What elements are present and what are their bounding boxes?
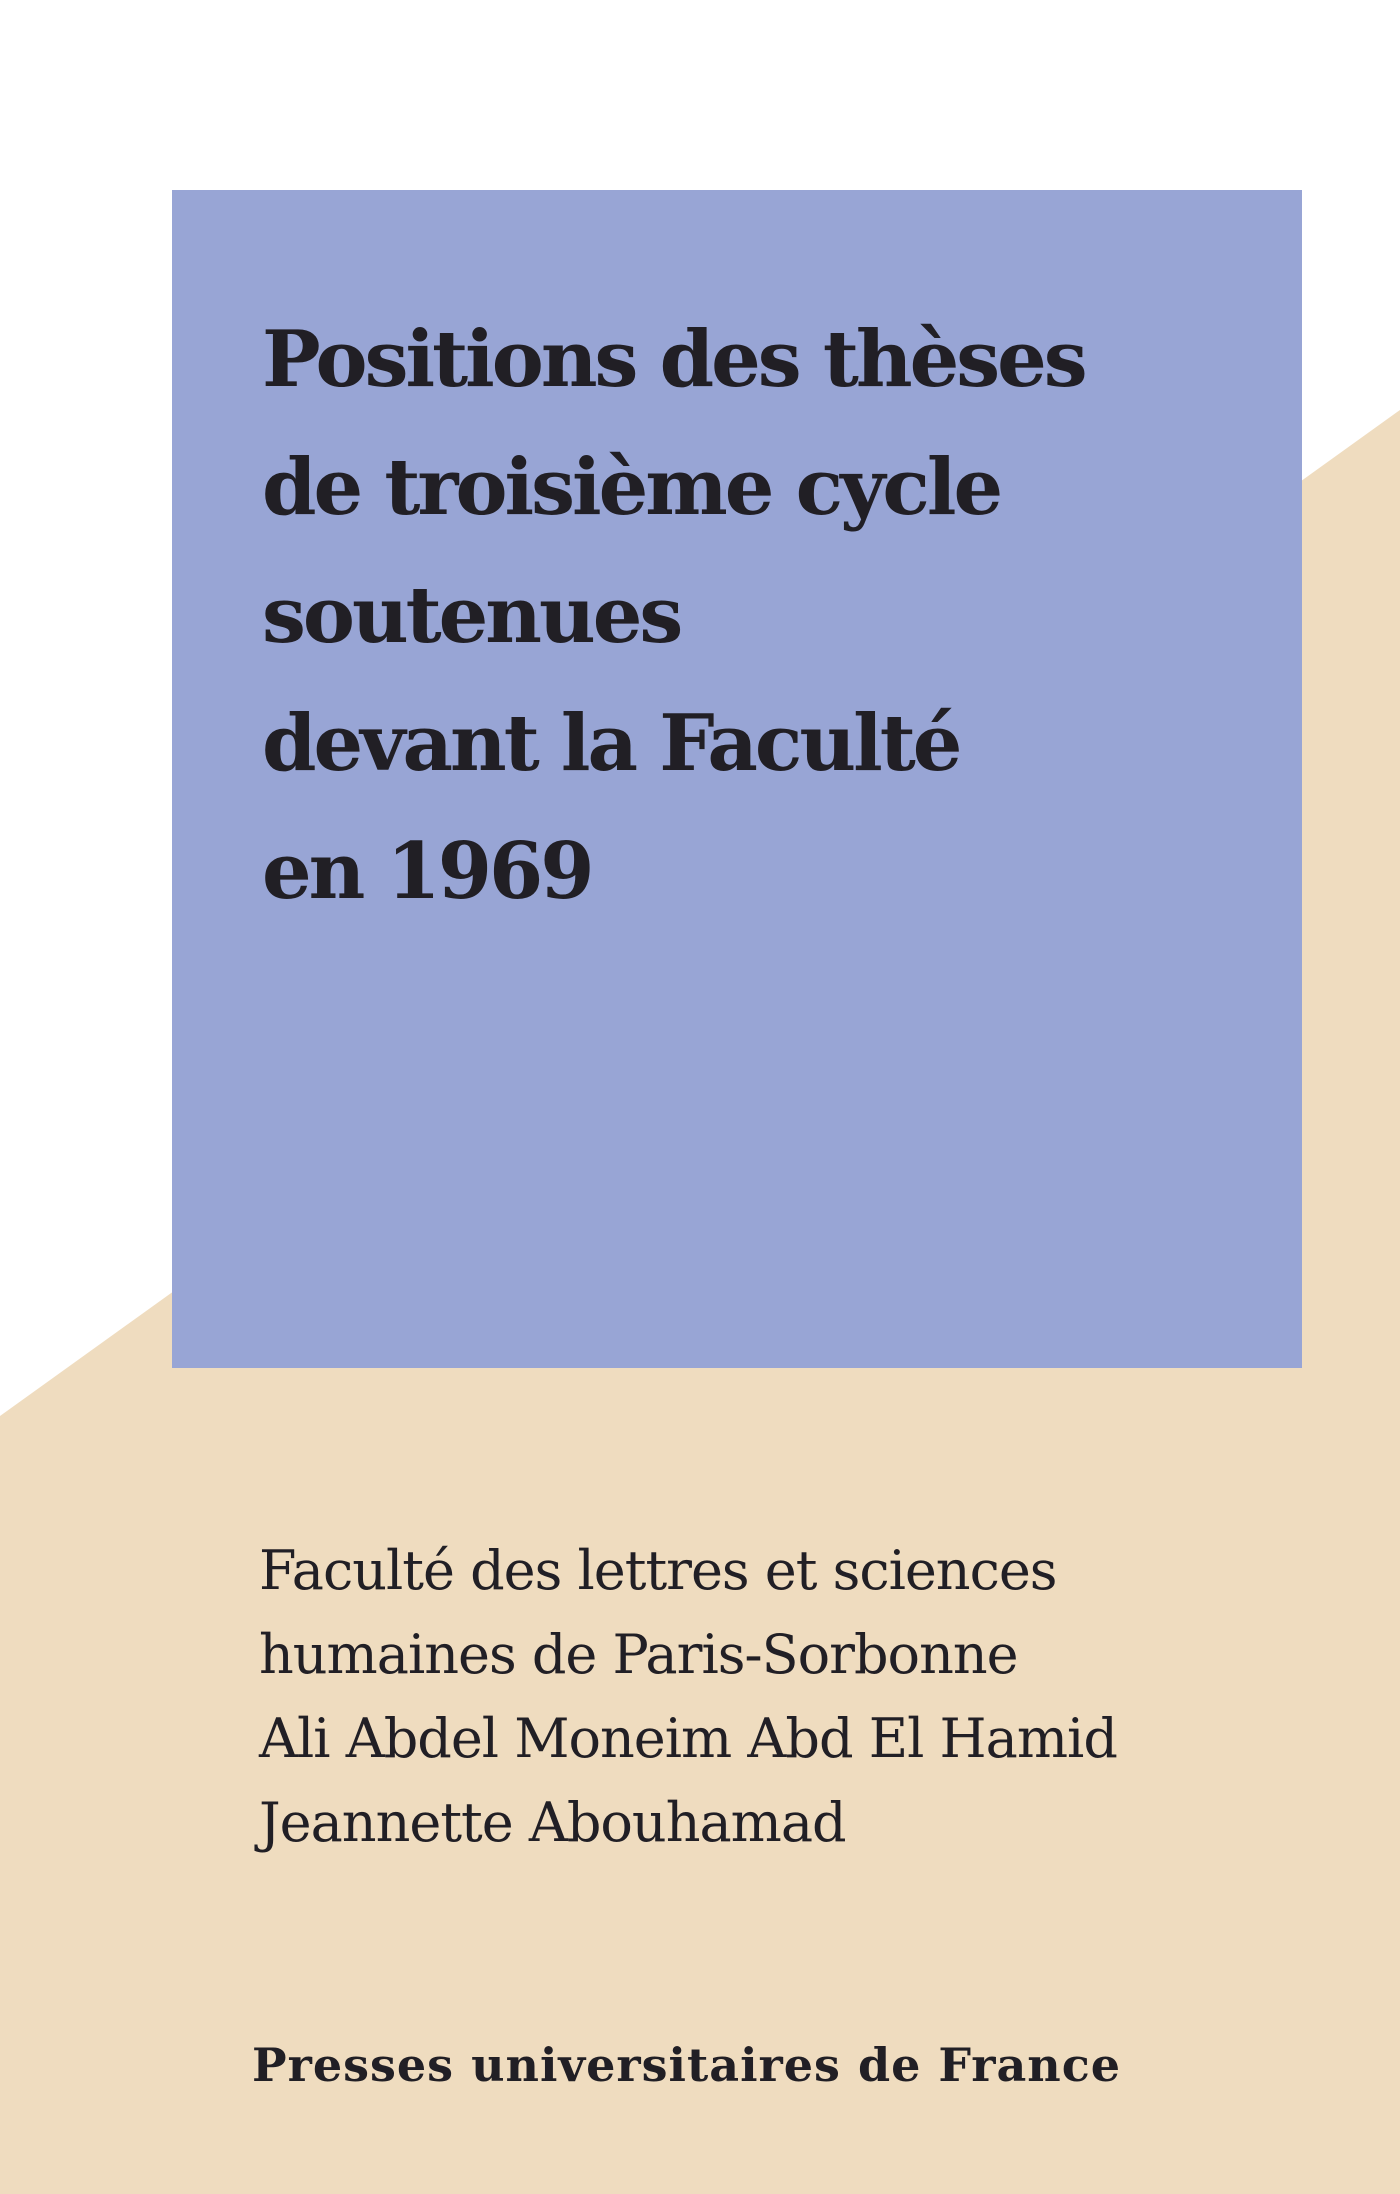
title-line-5: en 1969 (262, 826, 592, 917)
title-line-4: devant la Faculté (262, 698, 960, 789)
author-line-4: Jeannette Abouhamad (259, 1791, 846, 1854)
author-line-2: humaines de Paris-Sorbonne (259, 1623, 1018, 1686)
book-title (262, 296, 1262, 936)
authors-block (259, 1529, 1339, 1865)
title-line-1: Positions des thèses (262, 314, 1085, 405)
author-line-3: Ali Abdel Moneim Abd El Hamid (259, 1707, 1117, 1770)
title-line-2: de troisième cycle (262, 442, 1001, 533)
author-line-1: Faculté des lettres et sciences (259, 1539, 1057, 1602)
title-line-3: soutenues (262, 570, 681, 661)
publisher-name: Presses universitaires de France (252, 2038, 1122, 2092)
